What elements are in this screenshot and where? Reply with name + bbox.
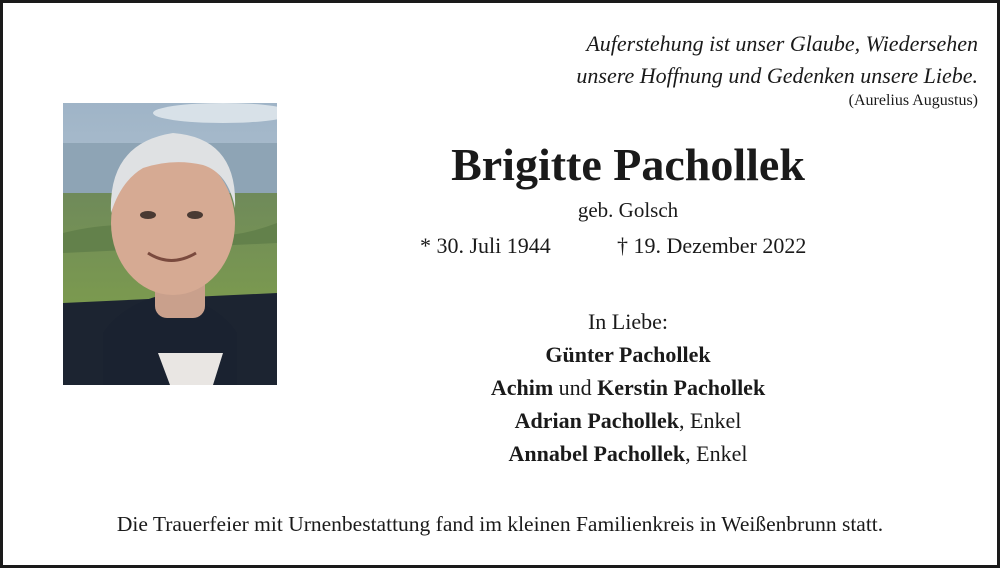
mourner-name: Achim: [490, 375, 554, 400]
quote: [576, 28, 978, 92]
death-date: † 19. Dezember 2022: [617, 233, 807, 258]
mourner-role: , Enkel: [679, 408, 742, 433]
quote-line-1: Auferstehung ist unser Glaube, Wiedersehen: [586, 31, 978, 56]
mourner-line-1: [378, 338, 878, 371]
mourner-line-4: [378, 437, 878, 470]
mourner-name: Kerstin Pachollek: [597, 375, 766, 400]
mourner-line-3: [378, 404, 878, 437]
conjunction: und: [553, 375, 598, 400]
mourners-block: [378, 305, 878, 470]
mourner-line-2: [378, 371, 878, 404]
mourner-role: , Enkel: [685, 441, 748, 466]
funeral-note: Die Trauerfeier mit Urnenbestattung fand im kleinen Familienkreis in Weißenbrunn statt.: [116, 512, 884, 536]
deceased-name: Brigitte Pachollek: [451, 139, 805, 190]
quote-author: (Aurelius Augustus): [848, 92, 978, 109]
portrait-photo: [63, 103, 277, 385]
quote-line-2: unsere Hoffnung und Gedenken unsere Liebe.: [576, 63, 978, 88]
mourner-name: Annabel Pachollek: [508, 441, 686, 466]
mourners-intro: In Liebe:: [587, 309, 669, 334]
maiden-name: geb. Golsch: [577, 198, 679, 222]
birth-date: * 30. Juli 1944: [420, 233, 551, 258]
mourner-name: Adrian Pachollek: [514, 408, 680, 433]
mourner-name: Günter Pachollek: [545, 342, 711, 367]
